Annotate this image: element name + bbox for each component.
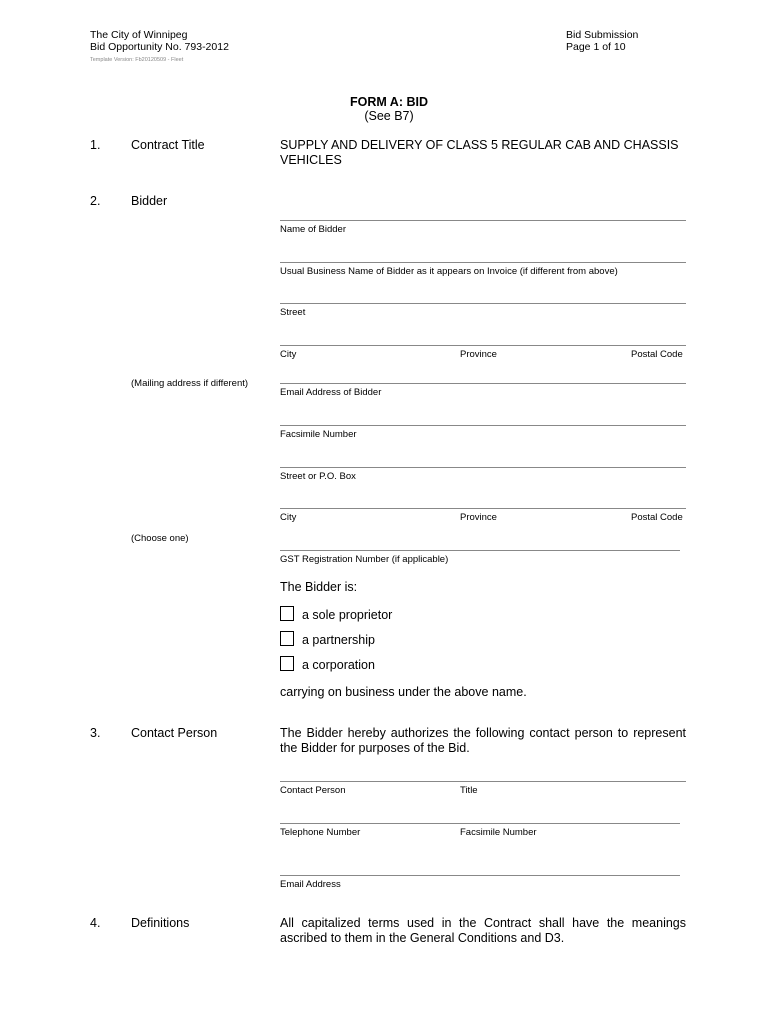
mailing-postal-code-label: Postal Code (631, 512, 683, 523)
section-2-label: Bidder (131, 194, 168, 208)
street-po-box-label: Street or P.O. Box (280, 471, 356, 482)
email-of-bidder-label: Email Address of Bidder (280, 387, 382, 398)
contract-title-value: SUPPLY AND DELIVERY OF CLASS 5 REGULAR CAB AND CHASSIS VEHICLES (280, 138, 679, 167)
section-2-number: 2. (90, 194, 101, 208)
partnership-checkbox[interactable] (280, 631, 294, 646)
mailing-province-label: Province (460, 512, 497, 523)
name-of-bidder-label: Name of Bidder (280, 224, 347, 235)
choose-one-note: (Choose one) (131, 533, 189, 544)
contact-person-text: The Bidder hereby authorizes the following contact person to represent the Bidder for purposes of the Bid. (280, 726, 686, 755)
gst-registration-label: GST Registration Number (if applicable) (280, 554, 449, 565)
bidder-is-label: The Bidder is: (280, 580, 358, 594)
header-city: The City of Winnipeg (90, 29, 188, 41)
postal-code-label: Postal Code (631, 349, 683, 360)
gst-registration-field[interactable] (280, 550, 680, 551)
contact-email-label: Email Address (280, 879, 341, 890)
street-po-box-field[interactable] (280, 467, 686, 468)
corporation-checkbox[interactable] (280, 656, 294, 671)
header-bid-submission: Bid Submission (566, 29, 639, 41)
section-3-label: Contact Person (131, 726, 218, 740)
section-4-label: Definitions (131, 916, 190, 930)
header-template-note: Template Version: Fb20120509 - Fleet (90, 57, 184, 63)
email-of-bidder-field[interactable] (280, 383, 686, 384)
city-label: City (280, 349, 297, 360)
street-field[interactable] (280, 303, 686, 304)
partnership-label: a partnership (302, 633, 375, 647)
mailing-city-label: City (280, 512, 297, 523)
contact-email-field[interactable] (280, 875, 680, 876)
contact-person-label: Contact Person (280, 785, 346, 796)
section-1-label: Contract Title (131, 138, 205, 152)
section-3-number: 3. (90, 726, 101, 740)
name-of-bidder-field[interactable] (280, 220, 686, 221)
definitions-text: All capitalized terms used in the Contract shall have the meanings ascribed to them in the General Conditions and D3. (280, 916, 686, 945)
title-label: Title (460, 785, 478, 796)
telephone-number-label: Telephone Number (280, 827, 361, 838)
facsimile-number-label: Facsimile Number (280, 429, 357, 440)
carrying-on-business-text: carrying on business under the above name. (280, 685, 527, 699)
city-province-postal-field[interactable] (280, 345, 686, 346)
facsimile-number-field[interactable] (280, 425, 686, 426)
mailing-address-note: (Mailing address if different) (131, 378, 249, 389)
telephone-facsimile-field[interactable] (280, 823, 680, 824)
form-title: FORM A: BID (350, 95, 428, 109)
form-subtitle: (See B7) (364, 109, 414, 123)
province-label: Province (460, 349, 497, 360)
header-bid-opportunity: Bid Opportunity No. 793-2012 (90, 41, 229, 53)
mailing-city-province-postal-field[interactable] (280, 508, 686, 509)
contact-facsimile-label: Facsimile Number (460, 827, 537, 838)
sole-proprietor-checkbox[interactable] (280, 606, 294, 621)
corporation-label: a corporation (302, 658, 375, 672)
sole-proprietor-label: a sole proprietor (302, 608, 393, 622)
section-1-number: 1. (90, 138, 101, 152)
section-4-number: 4. (90, 916, 101, 930)
header-page-number: Page 1 of 10 (566, 41, 626, 53)
contact-person-title-field[interactable] (280, 781, 686, 782)
usual-business-name-label: Usual Business Name of Bidder as it appears on Invoice (if different from above) (280, 266, 618, 277)
street-label: Street (280, 307, 306, 318)
usual-business-name-field[interactable] (280, 262, 686, 263)
